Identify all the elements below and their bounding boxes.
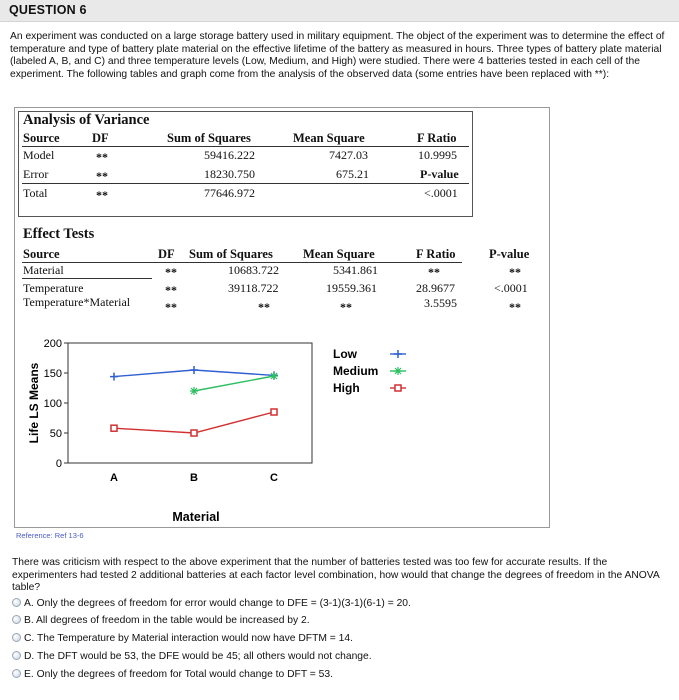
anova-row-df: ** (96, 169, 108, 183)
effects-row-ms: ** (340, 300, 352, 314)
anova-row-ss: 77646.972 (204, 186, 255, 200)
radio-button[interactable] (12, 633, 21, 642)
choice-label: A. Only the degrees of freedom for error would change to DFE = (3-1)(3-1)(6-1) = 20. (24, 598, 411, 609)
anova-row-f: 10.9995 (418, 148, 457, 162)
plot-frame (68, 343, 312, 463)
question-title: QUESTION 6 (9, 3, 87, 17)
effects-title: Effect Tests (23, 226, 95, 242)
choice-label: E. Only the degrees of freedom for Total would change to DFT = 53. (24, 669, 333, 680)
effects-row-source: Temperature*Material (23, 295, 131, 309)
radio-button[interactable] (12, 615, 21, 624)
anova-row-ms: 675.21 (336, 167, 369, 181)
choice-e[interactable] (12, 668, 333, 682)
choice-label: B. All degrees of freedom in the table would be increased by 2. (24, 615, 310, 626)
data-point-high (111, 425, 117, 431)
choice-label: C. The Temperature by Material interaction would now have DFTM = 14. (24, 633, 353, 644)
effects-row-f: ** (428, 265, 440, 279)
anova-row-df: ** (96, 150, 108, 164)
life-means-chart (22, 336, 438, 530)
reference-text: Reference: Ref 13-6 (16, 531, 84, 540)
effects-row-ms: 5341.861 (333, 263, 378, 277)
data-point-high (271, 409, 277, 415)
y-tick-label: 100 (43, 398, 62, 410)
radio-button[interactable] (12, 598, 21, 607)
anova-header-df: DF (92, 131, 109, 145)
anova-title: Analysis of Variance (23, 112, 150, 128)
radio-button[interactable] (12, 669, 21, 678)
legend-marker (394, 367, 402, 375)
y-tick-label: 150 (43, 368, 62, 380)
x-tick-label: B (190, 472, 198, 484)
anova-row-ms: 7427.03 (329, 148, 368, 162)
effects-row-ms: 19559.361 (326, 281, 377, 295)
y-tick-label: 50 (49, 428, 62, 440)
anova-header-rule (22, 146, 469, 147)
effects-row-df: ** (165, 300, 177, 314)
legend-label: Low (333, 347, 357, 361)
x-tick-label: A (110, 472, 118, 484)
effects-header-df: DF (158, 247, 175, 261)
data-point-high (191, 430, 197, 436)
legend-label: Medium (333, 364, 379, 378)
effects-header-ss: Sum of Squares (189, 247, 273, 261)
anova-row-ss: 18230.750 (204, 167, 255, 181)
choice-b[interactable] (12, 614, 310, 628)
effects-row-ss: 39118.722 (228, 281, 279, 295)
followup-question: There was criticism with respect to the above experiment that the number of batteries tested was too few for accurate results. If the experimenters had tested 2 additional batteries at each factor level combination, how would that change the degrees of freedom in the ANOVA table? (12, 557, 660, 594)
anova-header-source: Source (23, 131, 60, 145)
data-point-medium (270, 372, 278, 380)
question-header (0, 0, 679, 22)
anova-header-f: F Ratio (417, 131, 457, 145)
effects-row-source: Temperature (23, 281, 84, 295)
anova-row-ss: 59416.222 (204, 148, 255, 162)
anova-pvalue-label: P-value (420, 167, 459, 181)
effects-row-f: 28.9677 (416, 281, 455, 295)
effects-row-ss: 10683.722 (228, 263, 279, 277)
legend-marker (394, 350, 402, 358)
effects-row-p: ** (509, 265, 521, 279)
effects-header-f: F Ratio (416, 247, 456, 261)
anova-row-source: Total (23, 186, 48, 200)
x-axis-label: Material (172, 510, 220, 524)
anova-row-source: Model (23, 148, 55, 162)
effects-row-p: ** (509, 300, 521, 314)
effects-row-ss: ** (258, 300, 270, 314)
x-tick-label: C (270, 472, 278, 484)
effects-header-ms: Mean Square (303, 247, 375, 261)
choice-label: D. The DFT would be 53, the DFE would be 45; all others would not change. (24, 651, 372, 662)
anova-row-df: ** (96, 188, 108, 202)
legend-label: High (333, 381, 360, 395)
choice-c[interactable] (12, 632, 353, 646)
effects-row-f: 3.5595 (424, 296, 457, 310)
radio-button[interactable] (12, 651, 21, 660)
effects-row-df: ** (165, 283, 177, 297)
anova-header-ss: Sum of Squares (167, 131, 251, 145)
choice-d[interactable] (12, 650, 372, 664)
y-tick-label: 200 (43, 338, 62, 350)
effects-header-p: P-value (489, 247, 530, 261)
y-tick-label: 0 (55, 458, 62, 470)
effects-row-p: <.0001 (494, 281, 528, 295)
effects-row-source: Material (23, 263, 64, 277)
legend-marker (395, 385, 401, 391)
effects-row-rule (22, 278, 152, 279)
anova-header-ms: Mean Square (293, 131, 365, 145)
effects-row-df: ** (165, 265, 177, 279)
anova-row-source: Error (23, 167, 49, 181)
y-axis-label: Life LS Means (27, 362, 41, 444)
anova-pvalue: <.0001 (424, 186, 458, 200)
question-intro: An experiment was conducted on a large storage battery used in military equipment. The object of the experiment was to determine the effect of temperature and type of battery plate material on the effective lifetime of the battery as measured in hours. Three types of battery plate material (labeled A, B, and C) and three temperature levels (Low, Medium, and High) were studied. There were 4 batteries tested in each cell of the experiment. The following tables and graph come from the analysis of the observed data (some entries have been replaced with **): (10, 31, 665, 80)
data-point-medium (190, 387, 198, 395)
effects-header-source: Source (23, 247, 60, 261)
choice-a[interactable] (12, 597, 411, 611)
anova-total-rule (22, 183, 469, 184)
